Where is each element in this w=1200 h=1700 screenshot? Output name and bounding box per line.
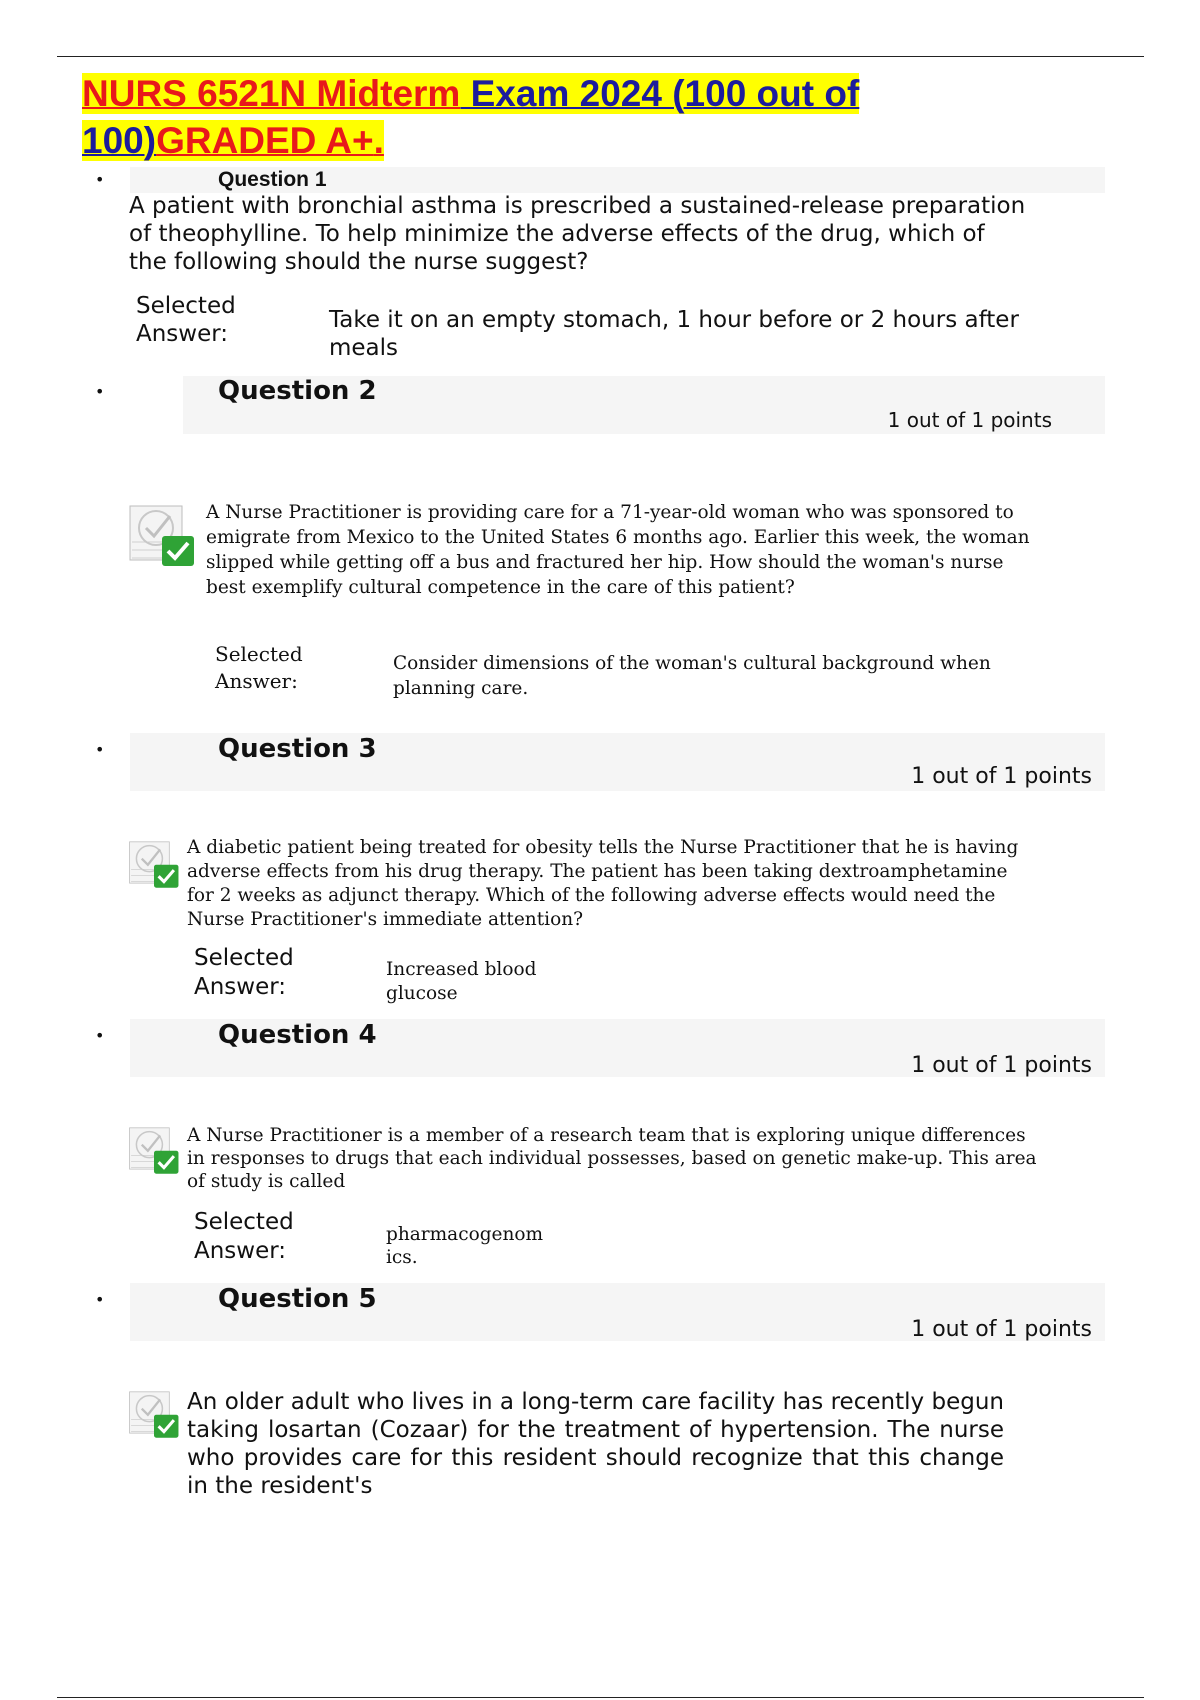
correct-check-icon: [128, 838, 180, 890]
selected-answer-label: Selected Answer:: [194, 945, 294, 1000]
question-points: 1 out of 1 points: [911, 764, 1092, 789]
question-points: 1 out of 1 points: [911, 1053, 1092, 1078]
question-text: A patient with bronchial asthma is prescribed a sustained-release preparation of theophylline. To help minimize the adverse effects of the drug, which of the following should the nurse suggest?: [129, 193, 1026, 275]
question-points: 1 out of 1 points: [887, 408, 1052, 432]
question-title: Question 2: [218, 376, 377, 406]
bullet: •: [95, 1026, 105, 1045]
question-title: Question 4: [218, 1020, 377, 1050]
bullet: •: [95, 1290, 105, 1309]
correct-check-icon: [128, 1124, 180, 1176]
selected-answer-text: Take it on an empty stomach, 1 hour before or 2 hours after meals: [329, 307, 1019, 361]
bottom-rule: [57, 1697, 1144, 1698]
bullet: •: [95, 740, 105, 759]
selected-answer-text: Consider dimensions of the woman's cultural background when planning care.: [393, 653, 991, 699]
question-text: A diabetic patient being treated for obesity tells the Nurse Practitioner that he is having adverse effects from his drug therapy. The patient has been taking dextroamphetamine for 2 weeks as adjunct therapy. Which of the following adverse effects would need the Nurse Practitioner's immediate attention?: [187, 837, 1019, 930]
question-title: Question 5: [218, 1284, 377, 1314]
selected-answer-text: pharmacogenom ics.: [386, 1224, 544, 1268]
question-title: Question 1: [218, 168, 327, 191]
question-title: Question 3: [218, 734, 377, 764]
selected-answer-text: Increased blood glucose: [386, 959, 537, 1004]
title-exam: Exam 2024 (100 out of 100): [82, 73, 860, 161]
selected-answer-label: Selected Answer:: [136, 293, 236, 347]
bullet: •: [95, 382, 105, 401]
selected-answer-label: Selected Answer:: [215, 642, 303, 693]
document-title: [82, 70, 962, 164]
question-text: An older adult who lives in a long-term care facility has recently begun taking losartan (Cozaar) for the treatment of hypertension. The nurse who provides care for this resident should recognize that this change in the resident's: [187, 1389, 1004, 1499]
title-course: NURS 6521N Midterm: [82, 73, 461, 114]
question-text: A Nurse Practitioner is providing care for a 71-year-old woman who was sponsored to emigrate from Mexico to the United States 6 months ago. Earlier this week, the woman slipped while getting off a bus and fractured her hip. How should the woman's nurse best exemplify cultural competence in the care of this patient?: [206, 502, 1030, 598]
question-points: 1 out of 1 points: [911, 1317, 1092, 1342]
title-grade: GRADED A+: [156, 120, 374, 161]
bullet: •: [95, 170, 105, 189]
question-text: A Nurse Practitioner is a member of a research team that is exploring unique differences in responses to drugs that each individual possesses, based on genetic make-up. This area of study is called: [187, 1125, 1037, 1192]
selected-answer-label: Selected Answer:: [194, 1209, 294, 1264]
correct-check-icon: [128, 1388, 180, 1440]
correct-check-icon: [128, 502, 196, 568]
title-period: .: [373, 120, 384, 161]
top-rule: [57, 56, 1144, 57]
